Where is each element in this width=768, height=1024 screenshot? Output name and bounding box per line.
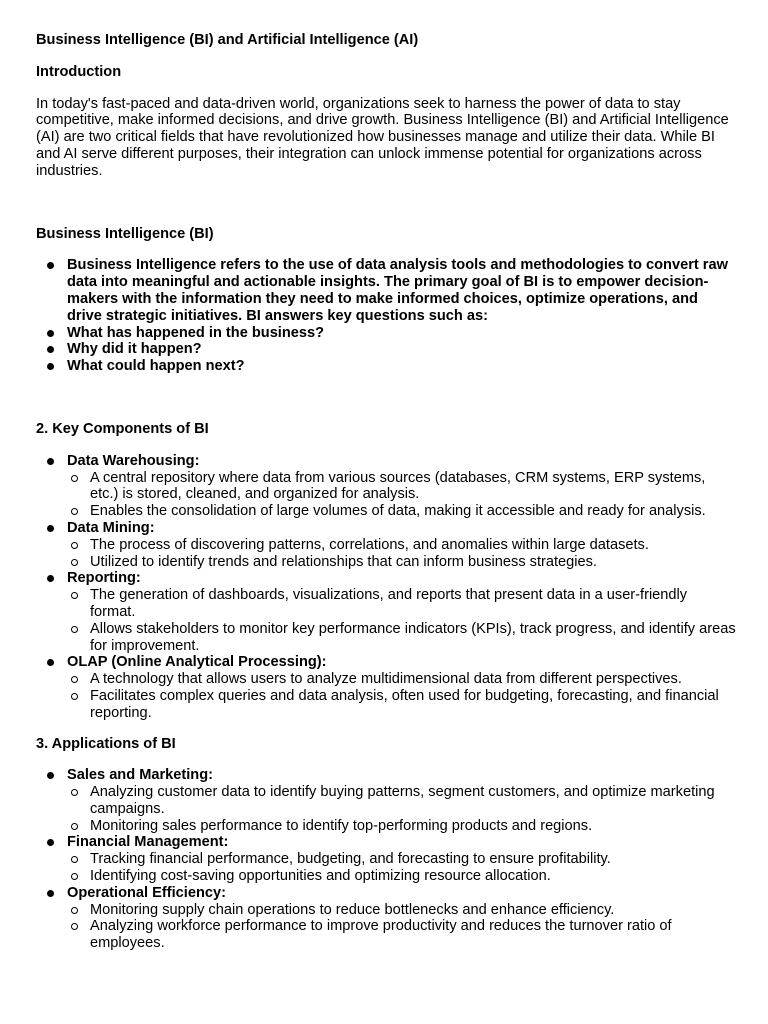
circle-bullet-icon [71, 542, 78, 549]
list-item-label: Reporting: [67, 570, 141, 587]
circle-bullet-icon [71, 907, 78, 914]
bullet-icon [47, 330, 54, 337]
sub-list [67, 851, 736, 885]
sub-list-item [67, 503, 736, 520]
circle-bullet-icon [71, 823, 78, 830]
sub-list [67, 671, 736, 721]
bullet-icon [47, 363, 54, 370]
sub-list-item [67, 688, 736, 722]
list-item-text: What has happened in the business? [67, 324, 325, 341]
bullet-icon [47, 659, 54, 666]
list-item [36, 834, 736, 884]
sub-list-item [67, 621, 736, 655]
sub-list-item-text: Monitoring sales performance to identify top-performing products and regions. [90, 817, 593, 834]
document-title: Business Intelligence (BI) and Artificial Intelligence (AI) [36, 32, 419, 48]
sub-list-item-text: Analyzing customer data to identify buying patterns, segment customers, and optimize marketing campaigns. [90, 784, 715, 817]
list-item-text: What could happen next? [67, 358, 245, 375]
sub-list-item-text: Tracking financial performance, budgeting, and forecasting to ensure profitability. [90, 851, 611, 868]
sub-list-item-text: The generation of dashboards, visualizations, and reports that present data in a user-friendly format. [90, 587, 688, 620]
sub-list-item-text: Utilized to identify trends and relationships that can inform business strategies. [90, 553, 597, 570]
circle-bullet-icon [71, 923, 78, 930]
sub-list-item [67, 868, 736, 885]
document-page [36, 32, 736, 952]
circle-bullet-icon [71, 676, 78, 683]
bi-bullet-list [36, 257, 736, 375]
bullet-icon [47, 346, 54, 353]
list-item-label: Data Warehousing: [67, 452, 200, 469]
circle-bullet-icon [71, 508, 78, 515]
bullet-icon [47, 262, 54, 269]
list-item [36, 453, 736, 520]
sub-list [67, 470, 736, 520]
sub-list-item-text: Enables the consolidation of large volumes of data, making it accessible and ready for analysis. [90, 503, 706, 520]
list-item [36, 325, 736, 342]
list-item [36, 885, 736, 952]
sub-list-item-text: Facilitates complex queries and data analysis, often used for budgeting, forecasting, and financial reporting. [90, 687, 719, 721]
list-item [36, 341, 736, 358]
sub-list-item [67, 587, 736, 621]
circle-bullet-icon [71, 873, 78, 880]
sub-list-item [67, 554, 736, 571]
sub-list-item-text: Allows stakeholders to monitor key performance indicators (KPIs), track progress, and identify areas for improvement. [90, 620, 736, 654]
intro-heading: Introduction [36, 64, 122, 81]
list-item-label: Data Mining: [67, 519, 155, 536]
sub-list [67, 537, 736, 571]
sub-list-item-text: A central repository where data from various sources (databases, CRM systems, ERP systems, etc.) is stored, cleaned, and organized for analysis. [90, 469, 706, 503]
bullet-icon [47, 525, 54, 532]
intro-paragraph: In today's fast-paced and data-driven world, organizations seek to harness the power of data to stay competitive, make informed decisions, and drive growth. Business Intelligence (BI) and Artificial Intelligence (AI) are two critical fields that have revolutionized how businesses manage and utilize their data. While BI and AI serve different purposes, their integration can unlock immense potential for organizations across industries. [36, 95, 729, 179]
list-item-label: OLAP (Online Analytical Processing): [67, 654, 327, 671]
components-heading: 2. Key Components of BI [36, 421, 209, 438]
circle-bullet-icon [71, 626, 78, 633]
sub-list-item-text: The process of discovering patterns, correlations, and anomalies within large datasets. [90, 536, 649, 553]
applications-list [36, 767, 736, 952]
sub-list-item [67, 902, 736, 919]
bullet-icon [47, 458, 54, 465]
circle-bullet-icon [71, 475, 78, 482]
circle-bullet-icon [71, 856, 78, 863]
list-item-label: Sales and Marketing: [67, 767, 213, 784]
list-item-text: Business Intelligence refers to the use of data analysis tools and methodologies to convert raw data into meaningful and actionable insights. The primary goal of BI is to empower decision-makers with the information they need to make informed choices, optimize operations, and drive strategic initiatives. BI answers key questions such as: [67, 257, 728, 324]
circle-bullet-icon [71, 559, 78, 566]
sub-list-item [67, 537, 736, 554]
bullet-icon [47, 575, 54, 582]
sub-list [67, 784, 736, 834]
circle-bullet-icon [71, 592, 78, 599]
sub-list-item-text: A technology that allows users to analyze multidimensional data from different perspectives. [90, 671, 682, 688]
sub-list [67, 902, 736, 952]
bullet-icon [47, 772, 54, 779]
list-item [36, 654, 736, 721]
list-item [36, 570, 736, 654]
bullet-icon [47, 890, 54, 897]
sub-list-item [67, 851, 736, 868]
components-list [36, 453, 736, 722]
sub-list-item-text: Monitoring supply chain operations to reduce bottlenecks and enhance efficiency. [90, 901, 615, 918]
circle-bullet-icon [71, 789, 78, 796]
sub-list [67, 587, 736, 654]
applications-heading: 3. Applications of BI [36, 736, 176, 752]
list-item-text: Why did it happen? [67, 341, 202, 358]
list-item [36, 767, 736, 834]
sub-list-item [67, 818, 736, 835]
list-item [36, 520, 736, 570]
sub-list-item-text: Analyzing workforce performance to improve productivity and reduces the turnover ratio of employees. [90, 918, 672, 952]
sub-list-item [67, 784, 736, 818]
list-item [36, 358, 736, 375]
bi-heading: Business Intelligence (BI) [36, 226, 214, 243]
list-item [36, 257, 736, 324]
circle-bullet-icon [71, 693, 78, 700]
sub-list-item [67, 671, 736, 688]
list-item-label: Financial Management: [67, 834, 229, 851]
sub-list-item [67, 918, 736, 952]
list-item-label: Operational Efficiency: [67, 884, 226, 901]
bullet-icon [47, 839, 54, 846]
sub-list-item-text: Identifying cost-saving opportunities and optimizing resource allocation. [90, 868, 551, 885]
sub-list-item [67, 470, 736, 504]
